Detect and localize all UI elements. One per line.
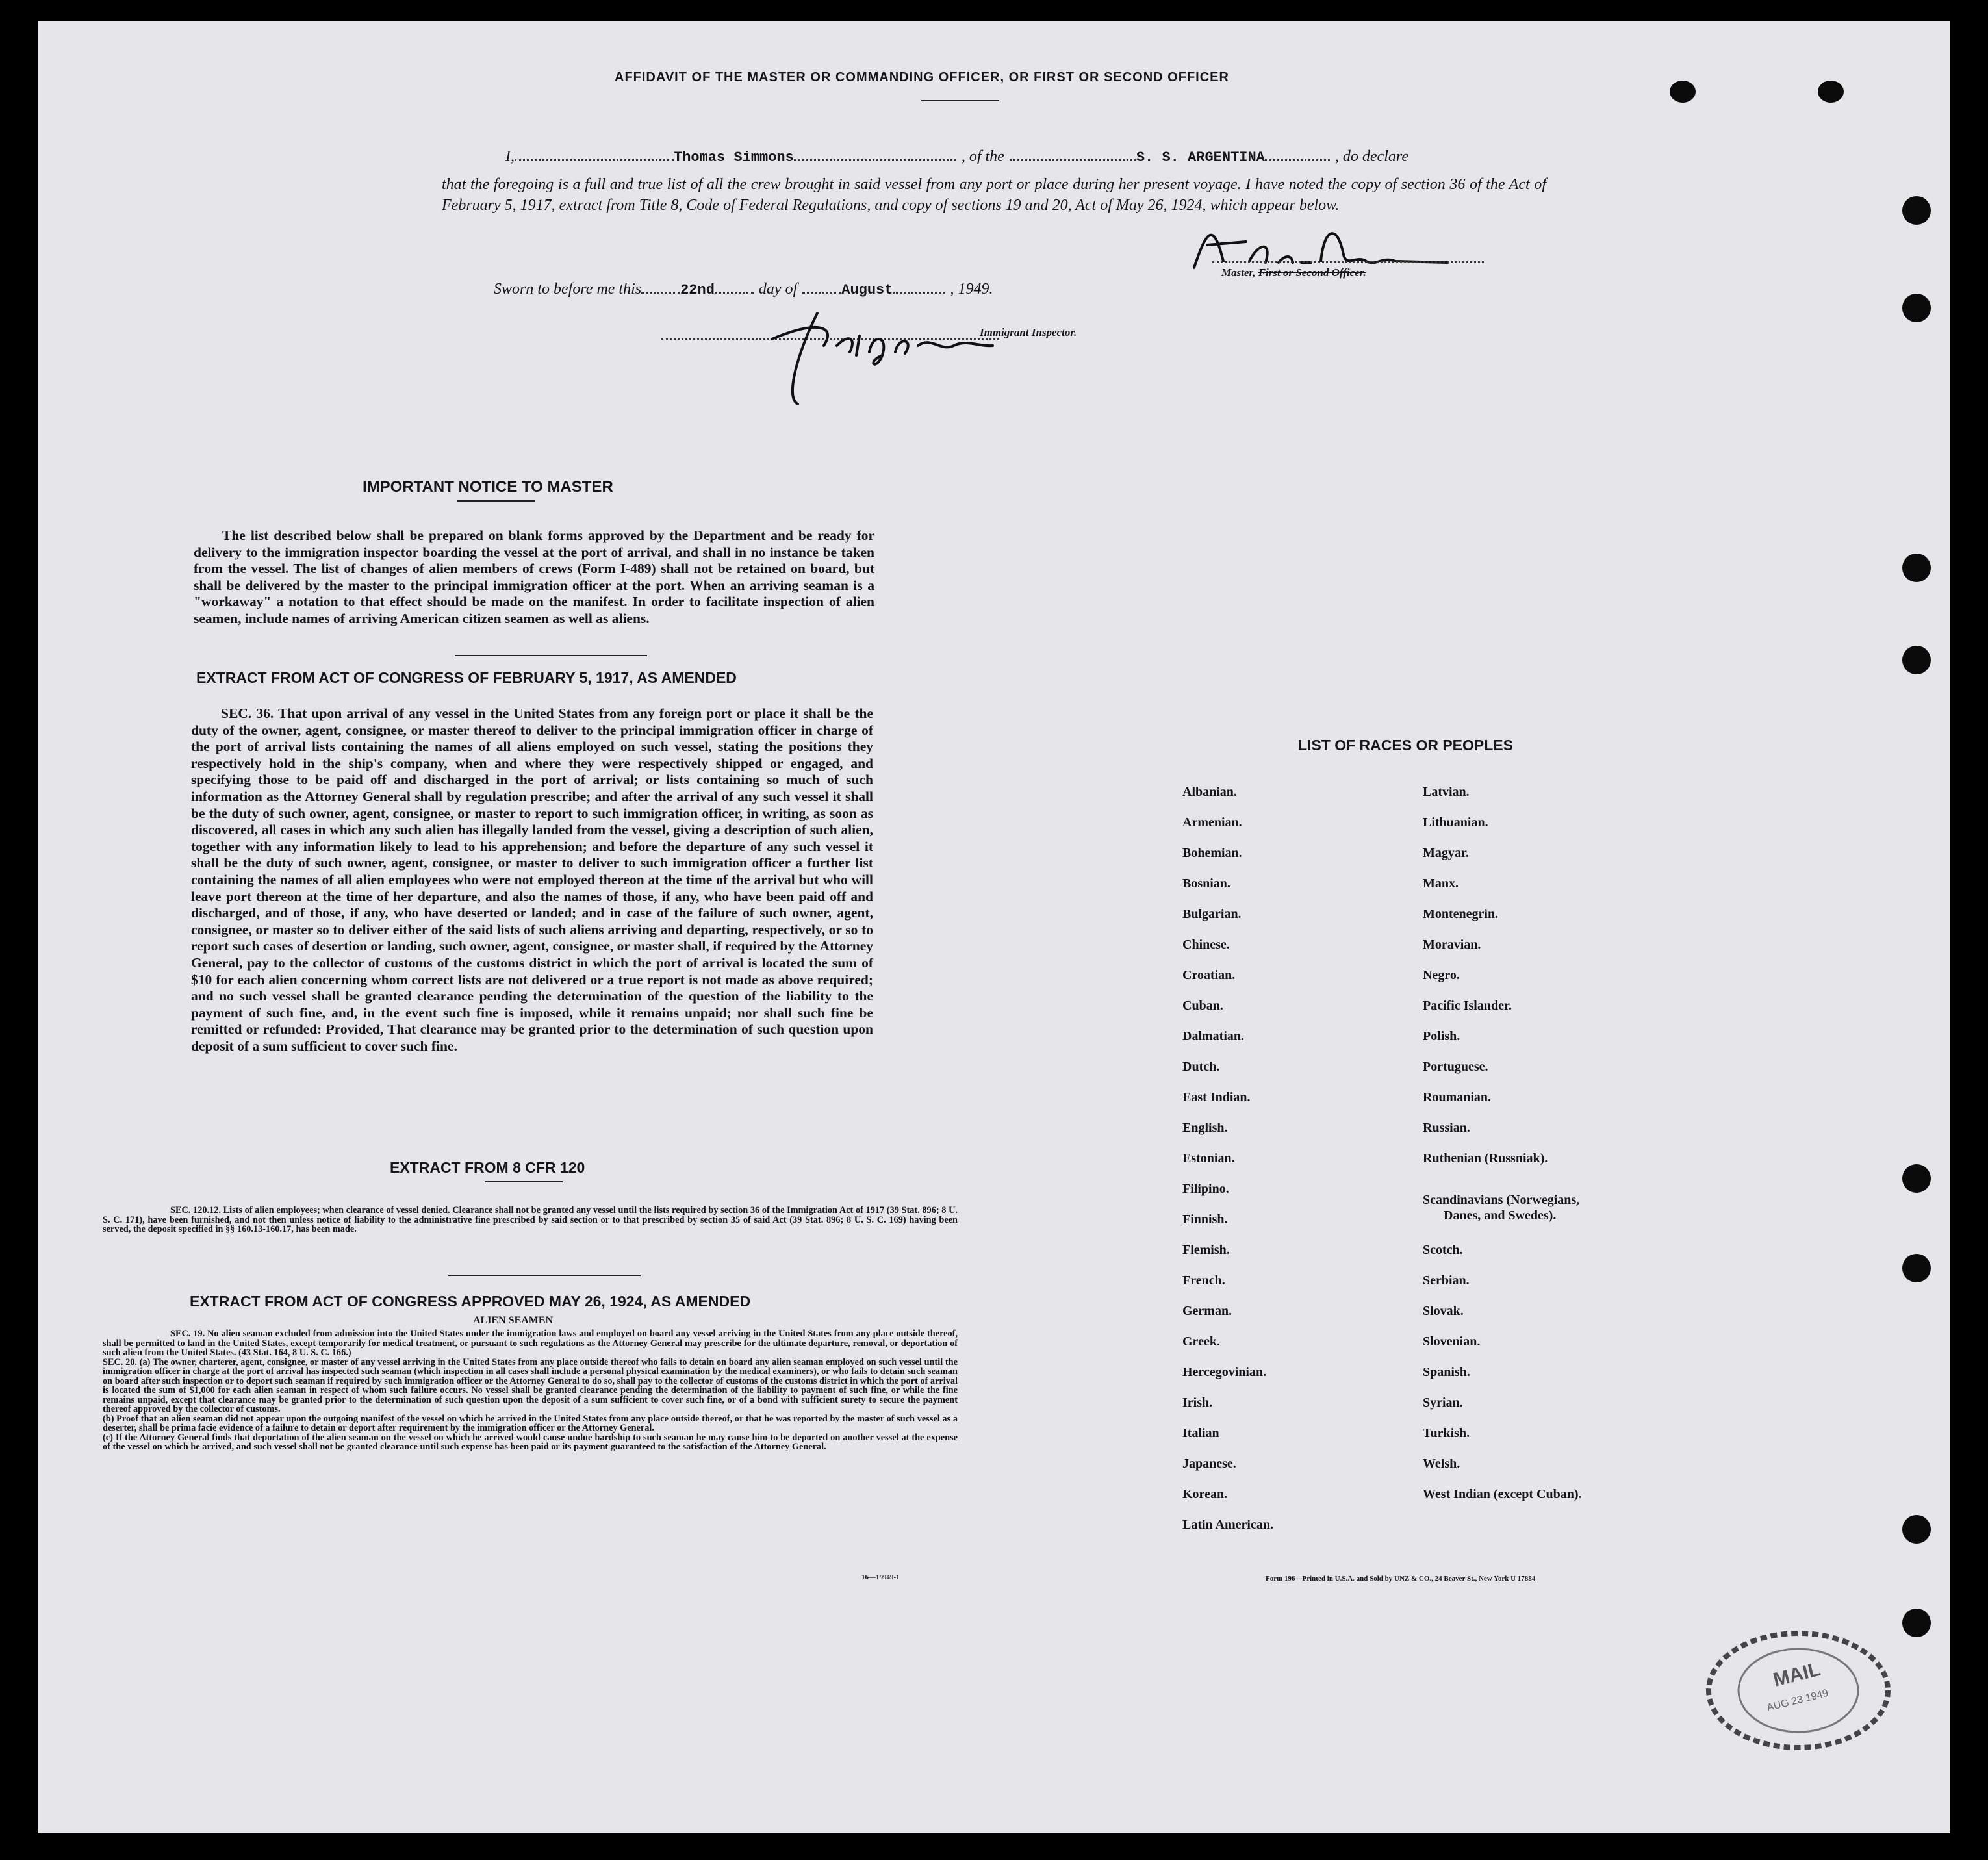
race-item: Korean. [1182, 1487, 1228, 1501]
race-item: Dutch. [1182, 1060, 1220, 1074]
race-item: Flemish. [1182, 1243, 1230, 1257]
race-item: West Indian (except Cuban). [1423, 1487, 1582, 1501]
race-item: Moravian. [1423, 937, 1481, 952]
race-item: Greek. [1182, 1334, 1220, 1349]
notice-text: The list described below shall be prepared on blank forms approved by the Department and be ready for delivery to the immigration inspector boarding the vessel at the port of arrival, and shall in no instance be taken from the vessel. The list of changes of alien members of crews (Form I-489) shall not be retained on board, but shall be delivered by the master to the principal immigration officer at the port. When an arriving seaman is a "workaway" a notation to that effect should be made on the manifest. In order to facilitate inspection of alien seamen, include names of arriving American citizen seamen as well as aliens. [194, 528, 874, 626]
sworn-day-value: 22nd [680, 282, 715, 298]
race-item: English. [1182, 1121, 1228, 1135]
punch-hole [1670, 81, 1696, 103]
race-item: Bohemian. [1182, 846, 1242, 860]
race-item: Russian. [1423, 1121, 1470, 1135]
extract-1917-heading: EXTRACT FROM ACT OF CONGRESS OF FEBRUARY 5, 1917, AS AMENDED [196, 669, 737, 686]
mail-stamp [1694, 1619, 1902, 1755]
race-item: Polish. [1423, 1029, 1460, 1043]
extract-1924-heading: EXTRACT FROM ACT OF CONGRESS APPROVED MAY 26, 1924, AS AMENDED [190, 1293, 751, 1310]
race-item: East Indian. [1182, 1090, 1251, 1104]
form-code: 16—19949-1 [861, 1573, 900, 1581]
affidavit-page [38, 21, 1950, 1833]
extract-1924-text: SEC. 19. No alien seaman excluded from admission into the United States under the immigration laws and employed on board any vessel arriving in the United States from any place outside thereof, shall be permitted to land in the United States, except temporarily for medical treatment, or pursuant to such regulations as the Attorney General may prescribe for the ultimate departure, removal, or deportation of such alien from the United States. (43 Stat. 164, 8 U. S. C. 166.) SEC. 20. (a) The owner, charterer, agent, consignee, or master of any vessel arriving in the United States from any place outside thereof who fails to detain on board any alien seaman employed on such vessel until the immigration officer in charge at the port of arrival has inspected such seaman (which inspection in all cases shall include a personal physical examination by the medical examiners), or who fails to detain such seaman on board after such inspection or to deport such seaman if required by such immigration officer or the Attorney General to do so, shall pay to the collector of customs of the customs district in which the port of arrival is located the sum of $1,000 for each alien seaman in respect of whom such failure occurs. No vessel shall be granted clearance pending the determination of the liability to payment of such fine, or while the fine remains unpaid, except that clearance may be granted prior to the determination of such question upon the deposit of a sum sufficient to cover such fine, or of a bond with sufficient surety to secure the payment thereof approved by the collector of customs. (b) Proof that an alien seaman did not appear upon the outgoing manifest of the vessel on which he arrived in the United States from any place outside thereof, or that he was reported by the master of such vessel as a deserter, shall be prima facie evidence of a failure to detain or deport after requirement by the immigration officer or the Attorney General. (c) If the Attorney General finds that deportation of the alien seaman on the vessel on which he arrived would cause undue hardship to such seaman he may cause him to be deported on another vessel at the expense of the vessel on which he arrived, and such vessel shall not be granted clearance until such expense has been paid or its payment guaranteed to the satisfaction of the Attorney General. [103, 1329, 958, 1452]
inspector-label: Immigrant Inspector. [980, 326, 1077, 338]
race-item: Manx. [1423, 876, 1459, 891]
race-item: Italian [1182, 1426, 1219, 1440]
svg-text:MAIL: MAIL [1771, 1658, 1823, 1691]
affidavit-title: AFFIDAVIT OF THE MASTER OR COMMANDING OFFICER, OR FIRST OR SECOND OFFICER [615, 70, 1229, 84]
vessel-name-value: S. S. ARGENTINA [1136, 149, 1265, 166]
punch-hole [1902, 554, 1931, 582]
master-name-value: Thomas Simmons [674, 149, 794, 166]
inspector-signature [759, 300, 1019, 417]
printer-imprint: Form 196—Printed in U.S.A. and Sold by UNZ & CO., 24 Beaver St., New York U 17884 [1266, 1575, 1536, 1583]
struck-officer-label: First or Second Officer. [1258, 266, 1366, 279]
sworn-year-value: , 1949. [950, 281, 993, 298]
punch-hole [1902, 196, 1931, 225]
title-rule [921, 100, 999, 101]
race-item: Estonian. [1182, 1151, 1235, 1166]
punch-hole [1902, 1164, 1931, 1193]
punch-hole [1902, 294, 1931, 322]
race-item: Spanish. [1423, 1365, 1470, 1379]
master-title-label: Master, First or Second Officer. [1221, 266, 1366, 279]
race-item: Lithuanian. [1423, 815, 1488, 830]
races-heading: LIST OF RACES OR PEOPLES [1298, 737, 1513, 754]
race-item: Chinese. [1182, 937, 1230, 952]
race-item: Croatian. [1182, 968, 1236, 982]
race-item: Scandinavians (Norwegians, [1423, 1193, 1580, 1207]
race-item: Latvian. [1423, 785, 1470, 799]
punch-hole [1818, 81, 1844, 103]
race-item: Magyar. [1423, 846, 1469, 860]
race-item: Montenegrin. [1423, 907, 1499, 921]
race-item: Roumanian. [1423, 1090, 1492, 1104]
race-item: Welsh. [1423, 1457, 1460, 1471]
race-item: Filipino. [1182, 1182, 1229, 1196]
cfr-heading: EXTRACT FROM 8 CFR 120 [390, 1159, 585, 1176]
race-item: Danes, and Swedes). [1444, 1208, 1557, 1223]
declaration-line: I, Thomas Simmons , of the S. S. ARGENTINA , do declare [505, 148, 1408, 166]
cfr-text: SEC. 120.12. Lists of alien employees; when clearance of vessel denied. Clearance shall not be granted any vessel until the lists required by section 36 of the Immigration Act of 1917 (39 Stat. 896; 8 U. S. C. 171), have been furnished, and not then unless notice of liability to the administrative fine prescribed by said section or to that prescribed by section 35 of said Act (39 Stat. 896; 8 U. S. C. 169) having been served, the deposit specified in §§ 160.13-160.17, has been made. [103, 1205, 958, 1234]
race-item: Slovenian. [1423, 1334, 1481, 1349]
race-item: Albanian. [1182, 785, 1237, 799]
sworn-month-value: August [841, 282, 893, 298]
race-item: German. [1182, 1304, 1232, 1318]
race-item: Cuban. [1182, 999, 1223, 1013]
race-item: Scotch. [1423, 1243, 1463, 1257]
punch-hole [1902, 1254, 1931, 1282]
svg-text:AUG 23 1949: AUG 23 1949 [1765, 1687, 1830, 1714]
race-item: Bulgarian. [1182, 907, 1242, 921]
punch-hole [1902, 1609, 1931, 1637]
race-item: French. [1182, 1273, 1225, 1288]
race-item: Negro. [1423, 968, 1460, 982]
race-item: Japanese. [1182, 1457, 1236, 1471]
race-item: Slovak. [1423, 1304, 1464, 1318]
race-item: Hercegovinian. [1182, 1365, 1267, 1379]
extract-1917-text: SEC. 36. That upon arrival of any vessel in the United States from any foreign port or place it shall be the duty of the owner, agent, consignee, or master thereof to deliver to the principal immigration officer in charge of the port of arrival lists containing the names of all aliens employed on such vessel, stating the positions they respectively hold in the ship's company, when and where they were respectively shipped or engaged, and specifying those to be paid off and discharged in the port of arrival; or lists containing so much of such information as the Attorney General shall by regulation prescribe; and after the arrival of any such vessel it shall be the duty of such owner, agent, consignee, or master to report to such immigration officer, in writing, as soon as discovered, all cases in which any such alien has illegally landed from the vessel, giving a description of such alien, together with any information likely to lead to his apprehension; and before the departure of any such vessel it shall be the duty of such owner, agent, consignee, or master to deliver to such immigration officer a further list containing the names of all alien employees who were not employed thereon at the time of the arrival but who will leave port thereon at the time of her departure, and also the names of those, if any, who have been paid off and discharged, and of those, if any, who have deserted or landed; and in case of the failure of such owner, agent, consignee, or master so to deliver either of the said lists of such aliens arriving and departing, respectively, or so to report such cases of desertion or landing, such owner, agent, consignee, or master shall, if required by the Attorney General, pay to the collector of customs of the customs district in which the port of arrival is located the sum of $10 for each alien concerning whom correct lists are not delivered or a true report is not made as above required; and no such vessel shall be granted clearance pending the determination of the question of the liability to the payment of such fine, and, in the event such fine is imposed, while it remains unpaid; nor shall such fine be remitted or refunded: Provided, That clearance may be granted prior to the determination of such question upon deposit of a sum sufficient to cover such fine. [191, 706, 873, 1054]
race-item: Portuguese. [1423, 1060, 1488, 1074]
race-item: Irish. [1182, 1395, 1213, 1410]
race-item: Dalmatian. [1182, 1029, 1244, 1043]
race-item: Syrian. [1423, 1395, 1463, 1410]
race-item: Bosnian. [1182, 876, 1230, 891]
race-item: Serbian. [1423, 1273, 1470, 1288]
punch-hole [1902, 646, 1931, 674]
sworn-line: Sworn to before me this 22nd day of August , 1949. [494, 281, 993, 298]
race-item: Ruthenian (Russniak). [1423, 1151, 1548, 1166]
race-item: Latin American. [1182, 1518, 1273, 1532]
race-item: Finnish. [1182, 1212, 1228, 1227]
punch-hole [1902, 1515, 1931, 1544]
notice-heading: IMPORTANT NOTICE TO MASTER [363, 478, 613, 496]
race-item: Turkish. [1423, 1426, 1470, 1440]
race-item: Pacific Islander. [1423, 999, 1512, 1013]
declaration-text: that the foregoing is a full and true list of all the crew brought in said vessel from any port or place during her present voyage. I have noted the copy of section 36 of the Act of February 5, 1917, extract from Title 8, Code of Federal Regulations, and copy of sections 19 and 20, Act of May 26, 1924, which appear below. [442, 176, 1546, 214]
alien-seamen-subheading: ALIEN SEAMEN [473, 1315, 554, 1326]
race-item: Armenian. [1182, 815, 1242, 830]
